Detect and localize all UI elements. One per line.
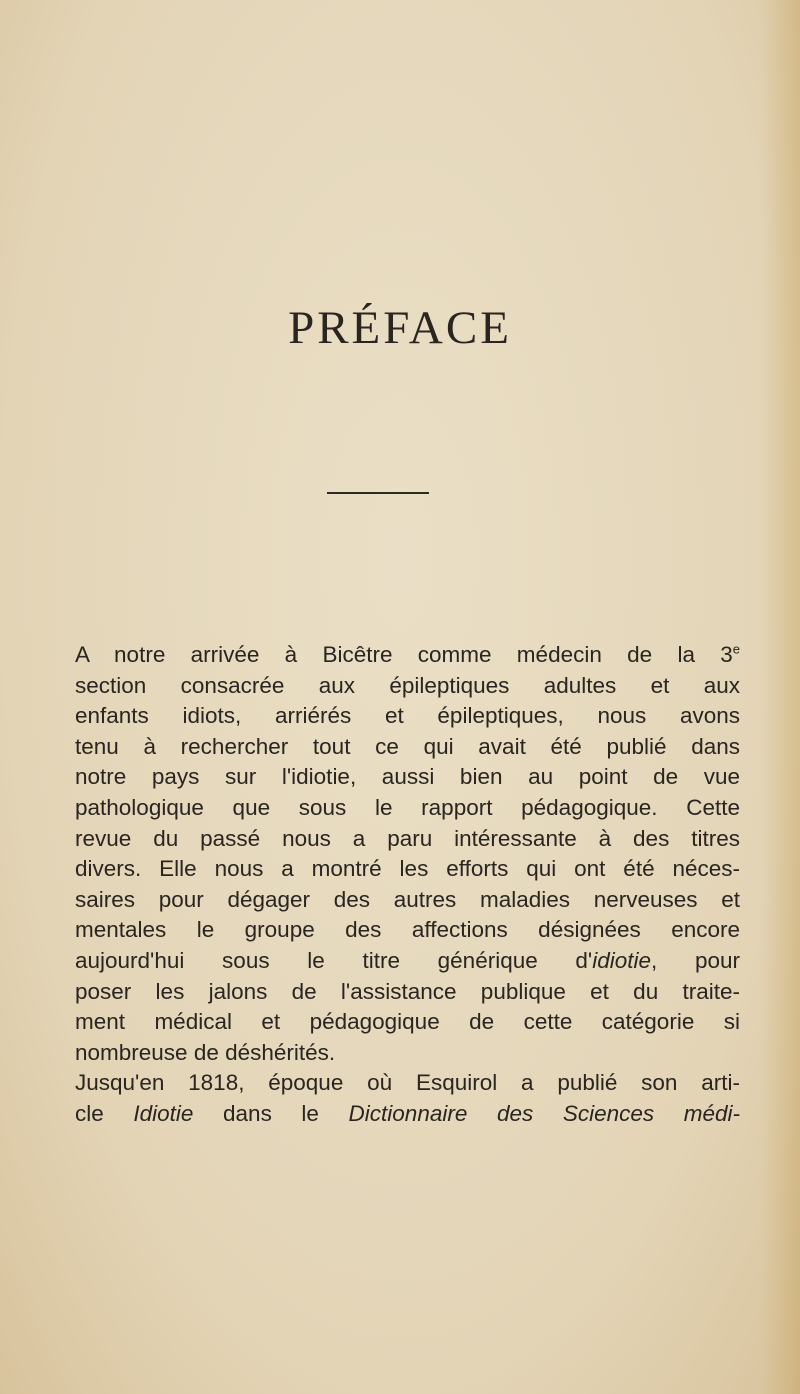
text-line: pathologique que sous le rapport pédagogique. Cette: [75, 794, 740, 820]
preface-body: [75, 640, 740, 1130]
italic-term: Idiotie: [133, 1100, 194, 1126]
text-line: saires pour dégager des autres maladies nerveuses et: [75, 886, 740, 912]
text-line: nombreuse de déshérités.: [75, 1039, 336, 1065]
text-line: section consacrée aux épileptiques adultes et aux: [75, 672, 740, 698]
text-line: poser les jalons de l'assistance publique et du traite-: [75, 978, 740, 1004]
text-line: [75, 640, 740, 671]
text-segment: dans le: [193, 1100, 349, 1126]
ordinal-superscript: e: [732, 641, 740, 657]
text-line: Jusqu'en 1818, époque où Esquirol a publié son arti-: [75, 1070, 740, 1096]
text-segment: A notre arrivée à Bicêtre comme médecin de la 3: [75, 642, 733, 667]
text-line: revue du passé nous a paru intéressante à des titres: [75, 825, 740, 851]
text-line: [75, 946, 740, 977]
italic-term: idiotie: [592, 947, 652, 973]
page-title: PRÉFACE: [288, 302, 512, 354]
text-line: enfants idiots, arriérés et épileptiques, nous avons: [75, 703, 740, 729]
text-segment: , pour: [651, 947, 740, 973]
page-edge-stain: [760, 0, 800, 1394]
text-line: divers. Elle nous a montré les efforts qui ont été néces-: [75, 856, 740, 882]
text-line: ment médical et pédagogique de cette catégorie si: [75, 1009, 740, 1035]
text-line: [75, 1099, 740, 1130]
italic-title: Dictionnaire des Sciences médi-: [348, 1100, 740, 1126]
text-segment: aujourd'hui sous le titre générique d': [75, 947, 593, 973]
text-line: tenu à rechercher tout ce qui avait été publié dans: [75, 733, 740, 759]
text-line: mentales le groupe des affections désignées encore: [75, 917, 740, 943]
text-line: notre pays sur l'idiotie, aussi bien au point de vue: [75, 764, 740, 790]
text-segment: cle: [75, 1100, 134, 1126]
title-divider-rule: [327, 492, 429, 494]
